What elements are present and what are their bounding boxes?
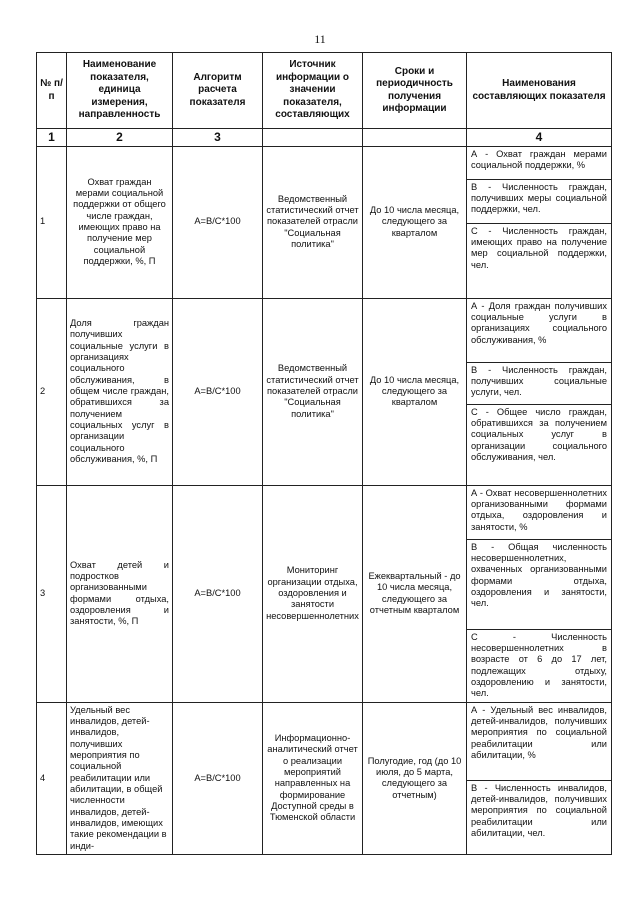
components-cell	[467, 485, 612, 702]
column-number: 4	[467, 129, 612, 147]
page-number: 11	[314, 32, 326, 46]
header-num: № п/п	[37, 53, 67, 129]
info-terms: До 10 числа месяца, следующего за кварталом	[363, 298, 467, 485]
algorithm: A=B/C*100	[173, 298, 263, 485]
indicators-table	[36, 52, 612, 855]
header-components: Наименования составляющих показателя	[467, 53, 612, 129]
indicator-name: Охват граждан мерами социальной поддержки от общего числе граждан, имеющих право на получение мер социальной поддержки, %, П	[67, 146, 173, 298]
component-item: С - Численность граждан, имеющих право на получение мер социальной поддержки, чел.	[471, 225, 607, 270]
component-item: С - Численность несовершеннолетних в возрасте от 6 до 17 лет, подлежащих отдыху, оздоровлению и занятости, чел.	[471, 631, 607, 699]
components-cell	[467, 146, 612, 298]
algorithm: A=B/C*100	[173, 485, 263, 702]
component-item: В - Численность инвалидов, детей-инвалидов, получивших мероприятия по социальной реабилитации или абилитации, чел.	[471, 782, 607, 838]
algorithm: A=B/C*100	[173, 146, 263, 298]
info-source: Мониторинг организации отдыха, оздоровления и занятости несовершеннолетних	[263, 485, 363, 702]
component-item: А - Охват граждан мерами социальной поддержки, %	[467, 147, 611, 180]
header-source: Источник информации о значении показателя, составляющих	[263, 53, 363, 129]
row-number: 2	[37, 298, 67, 485]
indicator-name: Доля граждан получивших социальные услуги в организациях социального обслуживания, в общем числе граждан, обратившихся за получением социальных услуг в организации социального обслуживания, %, П	[67, 298, 173, 485]
component-item: С - Общее число граждан, обратившихся за получением социальных услуг в организации социального обслуживания, чел.	[471, 406, 607, 462]
info-source: Ведомственный статистический отчет показателей отрасли "Социальная политика"	[263, 298, 363, 485]
info-terms: До 10 числа месяца, следующего за кварталом	[363, 146, 467, 298]
info-terms: Полугодие, год (до 10 июля, до 5 марта, следующего за отчетным)	[363, 702, 467, 854]
column-number	[263, 129, 363, 147]
component-item: А - Удельный вес инвалидов, детей-инвалидов, получивших мероприятия по социальной реабилитации или абилитации, %	[467, 703, 611, 781]
components-cell	[467, 298, 612, 485]
header-terms: Сроки и периодичность получения информации	[363, 53, 467, 129]
header-name: Наименование показателя, единица измерения, направленность	[67, 53, 173, 129]
info-source: Информационно-аналитический отчет о реализации мероприятий направленных на формирование Доступной среды в Тюменской области	[263, 702, 363, 854]
components-cell	[467, 702, 612, 854]
component-item: В - Численность граждан, получивших меры социальной поддержки, чел.	[467, 180, 611, 224]
column-number	[363, 129, 467, 147]
algorithm: A=B/C*100	[173, 702, 263, 854]
table-row	[37, 702, 612, 854]
column-number-row	[37, 129, 612, 147]
header-row	[37, 53, 612, 129]
info-terms: Ежеквартальный - до 10 числа месяца, следующего за отчетным кварталом	[363, 485, 467, 702]
component-item: А - Охват несовершеннолетних организованными формами отдыха, оздоровления и занятости, %	[467, 486, 611, 540]
indicator-name: Охват детей и подростков организованными формами отдыха, оздоровления и занятости, %, П	[67, 485, 173, 702]
row-number: 3	[37, 485, 67, 702]
table-row	[37, 485, 612, 702]
column-number: 1	[37, 129, 67, 147]
component-item: В - Общая численность несовершеннолетних, охваченных организованными формами отдыха, оздоровления и занятости, чел.	[467, 540, 611, 630]
header-algorithm: Алгоритм расчета показателя	[173, 53, 263, 129]
table-row	[37, 146, 612, 298]
column-number: 2	[67, 129, 173, 147]
indicator-name: Удельный вес инвалидов, детей-инвалидов, получивших мероприятия по социальной реабилитации или абилитации, в общей численности инвалидов, детей-инвалидов, имеющих такие рекомендации в инди-	[67, 702, 173, 854]
row-number: 1	[37, 146, 67, 298]
info-source: Ведомственный статистический отчет показателей отрасли "Социальная политика"	[263, 146, 363, 298]
component-item: А - Доля граждан получивших социальные услуги в организациях социального обслуживания, %	[467, 299, 611, 363]
component-item: В - Численность граждан, получивших социальные услуги, чел.	[467, 363, 611, 405]
column-number: 3	[173, 129, 263, 147]
row-number: 4	[37, 702, 67, 854]
table-row	[37, 298, 612, 485]
